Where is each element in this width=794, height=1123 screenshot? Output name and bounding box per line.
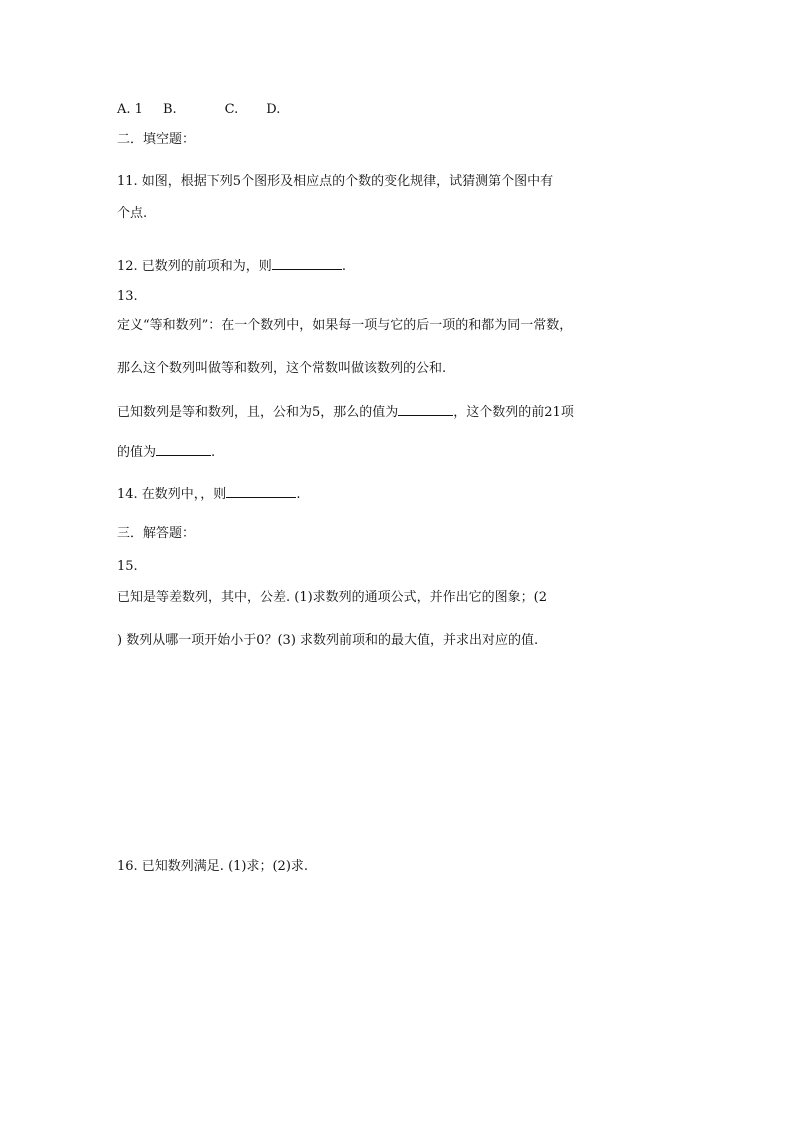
question-14 [117,485,300,504]
answer-blank [398,403,453,416]
option-b: B. [162,102,177,117]
question-13-line-3 [117,403,574,422]
question-13-line-4 [117,443,215,462]
question-12-text: 12. 已数列的前项和为，则 [117,259,272,274]
question-15-number: 15. [117,559,138,574]
question-14-end: . [296,487,301,502]
question-15-line-1: 已知是等差数列，其中，公差. (1)求数列的通项公式，并作出它的图象；(2 [117,590,548,605]
question-14-text: 14. 在数列中，，则 [117,487,227,502]
question-12-end: . [341,259,346,274]
question-13-line-4-part-a: 的值为 [117,445,157,460]
question-13-line-4-part-b: . [211,445,216,460]
option-d: D. [266,102,281,117]
question-15-line-2: ) 数列从哪一项开始小于0？(3) 求数列前项和的最大值，并求出对应的值. [117,633,539,648]
option-c: C. [224,102,239,117]
answer-options [117,101,280,119]
question-16: 16. 已知数列满足. (1)求；(2)求. [117,859,309,874]
section-fill-in-title: 二．填空题： [117,132,196,147]
question-13-line-3-part-b: ，这个数列的前21项 [453,405,574,420]
answer-blank [226,485,296,498]
question-13-line-1: 定义“等和数列”：在一个数列中，如果每一项与它的后一项的和都为同一常数， [117,318,573,333]
question-11-line-2: 个点. [117,206,148,221]
question-13-line-2: 那么这个数列叫做等和数列，这个常数叫做该数列的公和. [117,361,447,376]
answer-blank [156,443,211,456]
section-answer-title: 三．解答题： [117,526,196,541]
answer-blank [272,257,342,270]
option-a: A. 1 [117,102,143,117]
question-12 [117,257,346,276]
question-13-number: 13. [117,289,138,304]
question-11-line-1: 11. 如图，根据下列5个图形及相应点的个数的变化规律，试猜测第个图中有 [117,174,554,189]
question-13-line-3-part-a: 已知数列是等和数列，且，公和为5，那么的值为 [117,405,399,420]
